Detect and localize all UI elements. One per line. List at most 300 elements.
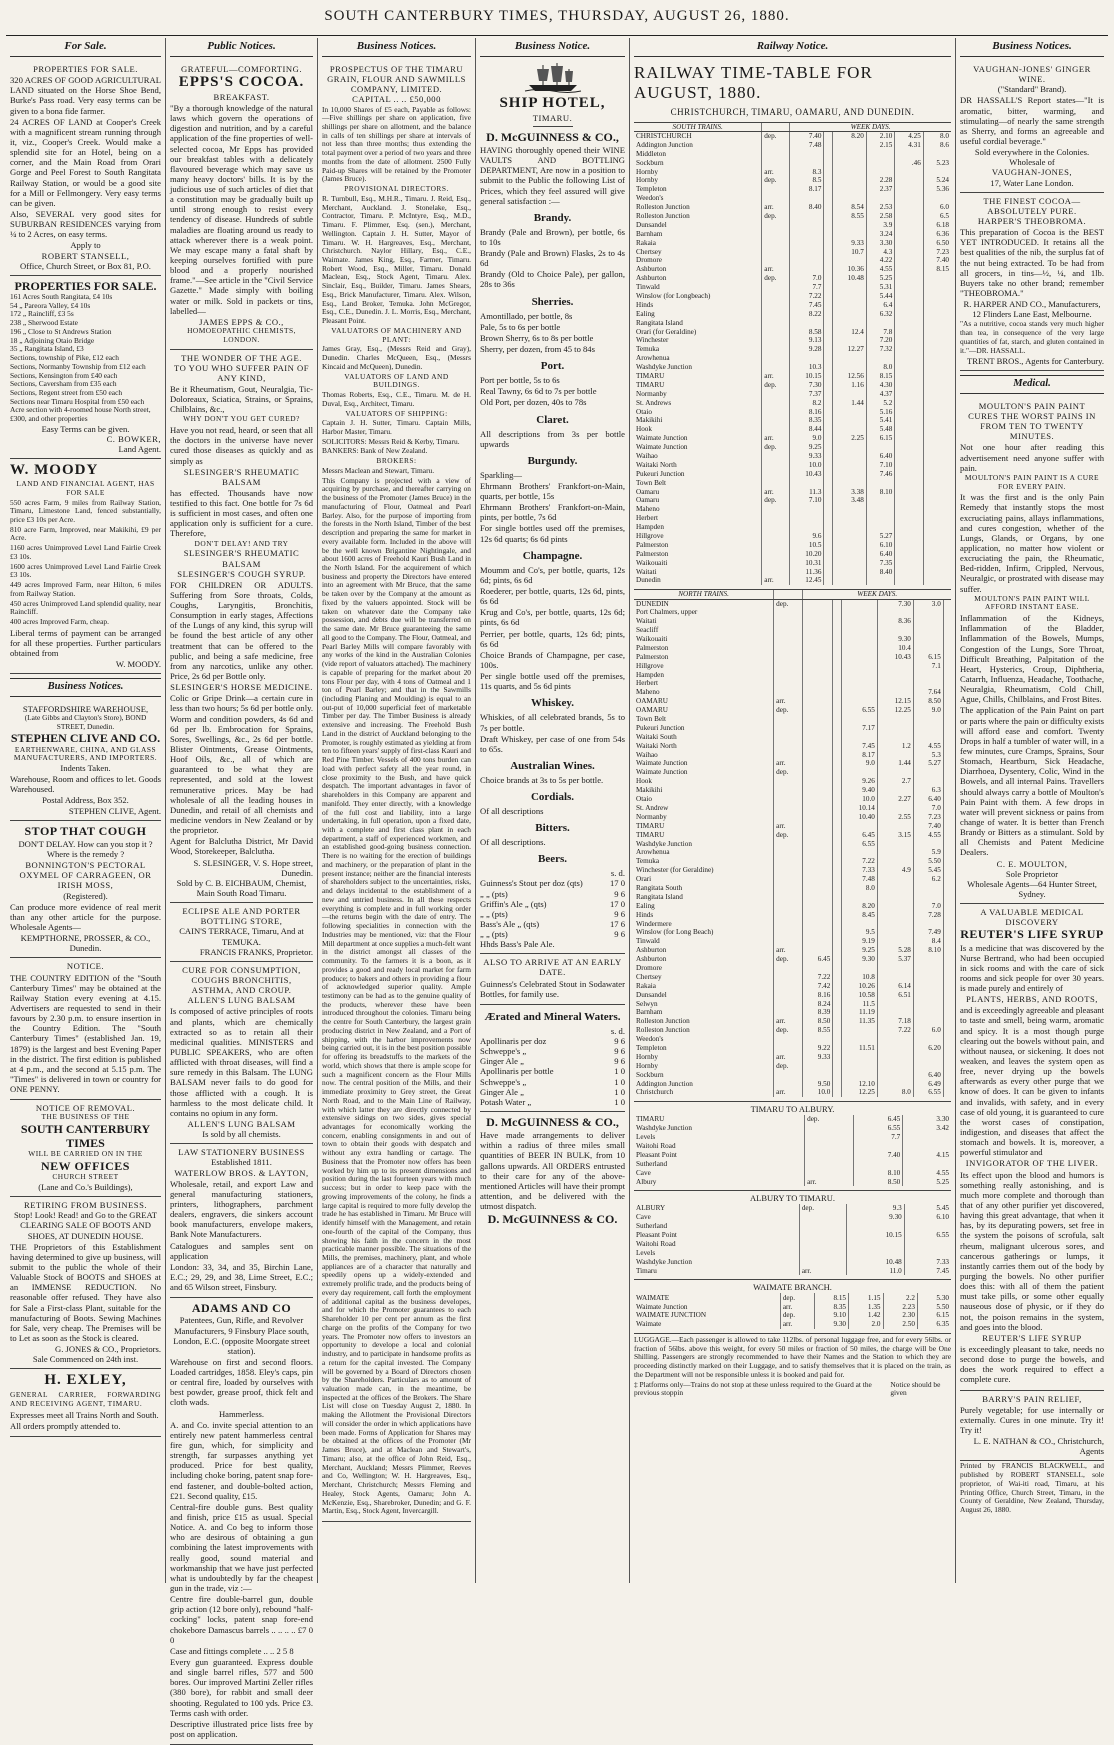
train-time: 3.30 (903, 1115, 951, 1124)
ad-text: Expresses meet all Trains North and South. (10, 1409, 159, 1420)
arr-dep (774, 999, 803, 1008)
train-time: 4.55 (903, 1168, 951, 1177)
price-value: 9 6 (614, 929, 625, 940)
ad-text: THE BUSINESS OF THE (41, 1112, 130, 1122)
price-line: Old Port, per dozen, 40s to 78s (480, 397, 587, 408)
train-time: 7.22 (841, 857, 877, 866)
train-time: 9.30 (877, 635, 913, 644)
train-time (803, 608, 833, 617)
train-time (866, 158, 894, 167)
timaru-albury-table (634, 1115, 951, 1186)
train-time: 10.58 (841, 990, 877, 999)
station-name: St. Andrews (636, 398, 672, 407)
timetable-row (634, 955, 951, 964)
train-time: 7.0 (913, 804, 943, 813)
arr-dep (774, 661, 803, 670)
train-time (833, 706, 842, 715)
train-time (895, 452, 923, 461)
train-time: 5.50 (917, 1302, 951, 1311)
ad-waterlow (170, 1144, 313, 1298)
price-item: „ „ (pts) (480, 908, 508, 919)
train-time (943, 617, 951, 626)
train-time: 3.0 (913, 599, 943, 608)
train-time (943, 1088, 951, 1097)
arr-dep: arr. (762, 203, 790, 212)
train-time (824, 434, 832, 443)
train-time (895, 185, 923, 194)
station-name: Hornby (636, 176, 658, 185)
price-row (480, 889, 625, 899)
train-time (923, 318, 951, 327)
train-time (841, 1062, 877, 1071)
train-time: 8.6 (923, 141, 951, 150)
train-time (866, 167, 894, 176)
train-time (803, 644, 833, 653)
train-time: 4.30 (866, 381, 894, 390)
station-name: Orari (for Geraldine) (636, 327, 697, 336)
train-time (790, 318, 824, 327)
price-row (480, 1046, 625, 1056)
train-time: 10.0 (790, 461, 824, 470)
train-time (841, 768, 877, 777)
ad-product: HARPER'S THEOBROMA. (977, 215, 1087, 226)
timetable-row (634, 398, 951, 407)
timetable-row (634, 822, 951, 831)
timetable-row (634, 830, 951, 839)
train-time: 9.10 (814, 1311, 848, 1320)
ad-text: Sold by C. B. EICHBAUM, Chemist, Main South Road Timaru. (176, 877, 307, 898)
train-time (913, 1017, 943, 1026)
train-time (803, 733, 833, 742)
arr-dep (805, 1151, 854, 1160)
hotel-name: SHIP HOTEL, (499, 94, 606, 111)
train-time (895, 416, 923, 425)
train-time (943, 955, 951, 964)
station-name: Oamaru (636, 487, 660, 496)
arr-dep (762, 532, 790, 541)
ad-advertiser: L. E. NATHAN & CO., Christchurch, Agents (973, 1436, 1104, 1457)
timetable-row (634, 866, 951, 875)
price-line: Of all descriptions (480, 806, 544, 816)
train-time (832, 390, 866, 399)
train-time (846, 1222, 904, 1231)
train-time (832, 461, 866, 470)
train-time (841, 715, 877, 724)
train-time (833, 1088, 842, 1097)
timetable-row (634, 496, 951, 505)
train-time (943, 777, 951, 786)
timetable-row (634, 230, 951, 239)
train-time (832, 318, 866, 327)
train-time (833, 964, 842, 973)
arr-dep: dep. (762, 176, 790, 185)
arr-dep (762, 541, 790, 550)
timetable-row (634, 443, 951, 452)
ad-text: WHY DON'T YOU GET CURED? (183, 414, 300, 424)
train-time (824, 487, 832, 496)
train-time: 8.58 (790, 327, 824, 336)
train-time (895, 292, 923, 301)
train-time (895, 541, 923, 550)
train-time (841, 1070, 877, 1079)
station-name: Hornby (636, 1061, 658, 1070)
train-time (833, 679, 842, 688)
ad-bowker-properties (10, 276, 161, 460)
train-time: 3.38 (832, 487, 866, 496)
train-time (923, 354, 951, 363)
ad-subhead: REUTER'S LIFE SYRUP (982, 1332, 1082, 1343)
timetable-row (634, 550, 951, 559)
ad-subhead: BROKERS: (376, 456, 417, 466)
train-time: 8.20 (832, 132, 866, 141)
timetable-row (634, 990, 951, 999)
train-time (943, 608, 951, 617)
arr-dep: arr. (774, 759, 803, 768)
train-time: 9.0 (913, 706, 943, 715)
price-line: Brown Sherry, 6s to 8s per bottle (480, 332, 594, 343)
arr-dep (805, 1142, 854, 1151)
train-time (943, 982, 951, 991)
timetable-row (634, 390, 951, 399)
train-time (877, 661, 913, 670)
train-time: 7.30 (877, 599, 913, 608)
timetable-row (634, 946, 951, 955)
ad-text: Hammerless. (218, 1408, 265, 1419)
train-time (803, 661, 833, 670)
north-trains-table (634, 589, 951, 1097)
train-time: 7.23 (913, 813, 943, 822)
train-time (833, 759, 842, 768)
train-time (877, 964, 913, 973)
train-time (923, 425, 951, 434)
ad-text: All orders promptly attended to. (10, 1420, 121, 1431)
price-line: Roederer, per bottle, quarts, 12s 6d, pints, 6s 6d (480, 585, 625, 607)
arr-dep (774, 937, 803, 946)
train-time (803, 653, 833, 662)
station-name: Waimate Junction (636, 759, 688, 768)
train-time (833, 982, 842, 991)
train-time (923, 150, 951, 159)
firm-name: D. McGUINNESS & CO., (486, 1115, 619, 1129)
train-time (923, 514, 951, 523)
train-time: 7.37 (790, 390, 824, 399)
arr-dep (774, 910, 803, 919)
train-time (943, 768, 951, 777)
train-time (832, 292, 866, 301)
train-time (824, 363, 832, 372)
ad-text: R. Turnbull, Esq., M.H.R., Timaru. J. Reid, Esq., Merchant, Auckland. J. Stonelake, Esq., Contractor, Timaru. P. McIntyre, Esq., M.D., Timaru. F. Plimmer, Esq. (sen.), Merchant, Wellington. Captain J. H. Sutter, Mayor of Timaru. W. H. Hargreaves, Esq., Merchant, Christchurch. Naylor Hillary, Esq., C.E., Waimate. James King, Esq., Farmer, Timaru. Robert Wood, Esq., Miller, Timaru. Donald Maclean, Esq., Stock Agent, Timaru. Alex. Sinclair, Esq., Builder, Timaru. James Shears, Esq., Brick Manufacturer, Timaru. Alex. Wilson, Esq., Land Broker, Temuka. John McGregor, Esq., C.E., Dunedin. J. L. Morris, Esq., Merchant, Pleasant Point. (322, 193, 471, 326)
timetable-row (634, 1115, 951, 1124)
station-name: Christchurch (636, 1088, 674, 1097)
station-name: Waitati (636, 617, 657, 626)
property-list (10, 293, 161, 424)
train-time (841, 1026, 877, 1035)
train-time: 4.55 (913, 830, 943, 839)
train-time (841, 599, 877, 608)
train-time: 8.16 (790, 407, 824, 416)
price-row (480, 1087, 625, 1097)
train-time (832, 363, 866, 372)
train-time (923, 487, 951, 496)
train-time: 3.24 (866, 230, 894, 239)
train-time: 9.50 (803, 1079, 833, 1088)
ad-address: Office, Church Street, or Box 81, P.O. (20, 260, 151, 271)
train-time: 4.31 (895, 141, 923, 150)
train-time (923, 478, 951, 487)
ad-text: Wholesale of (1009, 157, 1055, 168)
timetable-row (634, 150, 951, 159)
arr-dep (799, 1213, 846, 1222)
train-time: 8.35 (814, 1302, 848, 1311)
train-time (895, 461, 923, 470)
train-time: 7.1 (913, 661, 943, 670)
ad-text: Centre fire double-barrel gun, double grip action (12 bore only), rebound "half-cocking" locks, patent snap fore-end chokebore Damascus barrels .. .. .. .. £7 0 0 (170, 1594, 313, 1645)
ad-text: Wholesale, retail, and export Law and general manufacturing stationers, printers, lithographers, parchment dealers, engravers, die sinkers account book manufacturers, envelope makers, Bank Note Manufacturers. (170, 1178, 313, 1240)
timetable-row (634, 1142, 951, 1151)
price-value: 17 0 (609, 898, 625, 909)
price-section-heading: Champagne. (522, 549, 583, 562)
timetable-row (634, 541, 951, 550)
masthead: SOUTH CANTERBURY TIMES, THURSDAY, AUGUST 26, 1880. (6, 8, 1108, 36)
list-item: Sections, Caversham from £35 each (10, 379, 117, 389)
arrive-heading: ALSO TO ARRIVE AT AN EARLY DATE. (483, 957, 622, 978)
farm-list (10, 499, 161, 627)
train-time (877, 715, 913, 724)
station-name: Templeton (636, 185, 667, 194)
price-value: 9 6 (614, 908, 625, 919)
train-time (903, 1133, 951, 1142)
train-time (943, 946, 951, 955)
train-time: 8.17 (841, 750, 877, 759)
ad-epps-cocoa (170, 61, 313, 350)
station-name: Waitaki North (636, 460, 677, 469)
station-name: Addington Junction (636, 140, 693, 149)
south-trains-table (634, 122, 951, 586)
train-time (923, 496, 951, 505)
train-time: 8.50 (803, 1017, 833, 1026)
arr-dep (774, 964, 803, 973)
price-item: Guinness's Stout per doz (qts) (480, 878, 583, 889)
ad-title: GRATEFUL—COMFORTING. (181, 63, 302, 74)
station-name: Albury (636, 1177, 657, 1186)
arrive-text: Guinness's Celebrated Stout in Sodawater Bottles, for family use. (480, 978, 625, 999)
timetable-row (634, 310, 951, 319)
train-time: 8.16 (803, 990, 833, 999)
train-time: 7.0 (913, 902, 943, 911)
arr-dep (762, 336, 790, 345)
ad-title: VAUGHAN-JONES' GINGER WINE. (973, 63, 1091, 85)
arr-dep (774, 608, 803, 617)
train-time: 2.37 (866, 185, 894, 194)
ad-text: DON'T DELAY! AND TRY (194, 538, 289, 548)
ad-text: Purely vegetable; for use internally or externally. Cures in one minute. Try it! Try it! (960, 1404, 1104, 1435)
train-time (832, 452, 866, 461)
train-time: 4.9 (877, 866, 913, 875)
train-time (833, 750, 842, 759)
train-time: 4.55 (913, 742, 943, 751)
arr-dep (762, 221, 790, 230)
train-time: 9.30 (814, 1320, 848, 1329)
train-time (824, 505, 832, 514)
train-time: 6.5 (923, 212, 951, 221)
ad-role: Sole Proprietor (1005, 868, 1059, 879)
ad-text: is exceedingly pleasant to take, needs no second dose to purge the bowels, and does the work required to effect a complete cure. (960, 1343, 1104, 1385)
arr-dep (762, 550, 790, 559)
train-time (790, 212, 824, 221)
train-time (824, 132, 832, 141)
train-time: 10.20 (790, 550, 824, 559)
train-time (895, 167, 923, 176)
train-time (824, 185, 832, 194)
timetable-row (634, 635, 951, 644)
price-row (480, 1066, 625, 1076)
train-time: 8.40 (866, 567, 894, 576)
ad-text: Warehouse on first and second floors. Loaded cartridges, 1858. Eley's caps, pin or central fire, loaded by ourselves with best powder, grease proof, thick felt and cloth wads. (170, 1356, 313, 1408)
train-time: 10.4 (877, 644, 913, 653)
ad-barrys (960, 1391, 1104, 1462)
train-time (923, 541, 951, 550)
train-time: 7.18 (877, 1017, 913, 1026)
train-time (824, 407, 832, 416)
price-item: Schweppe's „ (480, 1046, 527, 1057)
train-time: .46 (895, 158, 923, 167)
station-name: Winchester (for Geraldine) (636, 866, 714, 875)
beers-note: Hhds Bass's Pale Ale. (480, 939, 555, 950)
ad-text: Its effect upon the blood and humors is something really astonishing, and is much more complete and thorough than that of any other purifier yet discovered, having this great advantage, that when it has, by its depurating powers, set free in the system the poisons of scrofula, salt rheum, malignant ulcerous sores, and cancerous gatherings or lumps, it instantly carries them out of the body by purging the bowels. No other purifier does this: with all of them the patient must take pills, or some other equally nauseous dose of physic, or if they do not, the poison remains in the system, and goes into the blood. (960, 1169, 1104, 1332)
beers-list (480, 878, 625, 939)
arr-dep (774, 982, 803, 991)
price-line: Moumm and Co's, per bottle, quarts, 12s 6d; pints, 6s 6d (480, 564, 625, 585)
train-time (803, 706, 833, 715)
arr-dep (762, 256, 790, 265)
station-name: Pukeuri Junction (636, 469, 685, 478)
train-time (803, 795, 833, 804)
train-time (833, 822, 842, 831)
train-time (943, 839, 951, 848)
train-time (833, 813, 842, 822)
train-time (877, 1062, 913, 1071)
timetable-row (634, 470, 951, 479)
ad-text: Captain J. H. Sutter, Timaru. Captain Mills, Harbor Master, Timaru. (322, 418, 471, 436)
train-time (833, 608, 842, 617)
train-time: 10.8 (841, 973, 877, 982)
train-time: 1.35 (849, 1302, 883, 1311)
ad-retiring (10, 1197, 161, 1369)
train-time (943, 635, 951, 644)
price-item: Schweppe's „ (480, 1076, 527, 1087)
timetable-row (634, 158, 951, 167)
train-time (841, 670, 877, 679)
train-time (832, 532, 866, 541)
train-time (895, 434, 923, 443)
station-name: Selwyn (636, 999, 658, 1008)
train-time (943, 661, 951, 670)
train-time: 2.7 (877, 777, 913, 786)
train-time: 5.27 (913, 759, 943, 768)
arr-dep (762, 478, 790, 487)
arr-dep (805, 1168, 854, 1177)
train-time (833, 937, 842, 946)
list-item: 450 acres Unimproved Land splendid quality, near Raincliff. (10, 598, 161, 617)
timetable-row (634, 381, 951, 390)
timetable-subtitle: CHRISTCHURCH, TIMARU, OAMARU, AND DUNEDIN. (670, 107, 915, 118)
train-time (877, 973, 913, 982)
ad-moulton (960, 398, 1104, 904)
arr-dep (762, 363, 790, 372)
train-time: 11.51 (841, 1044, 877, 1053)
price-row (480, 1097, 625, 1107)
ad-role: HOMOEOPATHIC CHEMISTS, LONDON. (187, 326, 296, 344)
train-time (923, 194, 951, 203)
timetable-row (634, 1044, 951, 1053)
ad-text: 24 ACRES OF LAND at Cooper's Creek with a magnificent stream running through it, viz., Cooper's Creek. Would make a splendid site for an Hotel, being on a corner, and the Main Road from Orari Gorge and Peel Forest to South Rangitata Railway Station, or would be a good site for a Mill or Fellmongery. Very easy terms can be given. (10, 116, 161, 208)
station-name: Town Belt (636, 478, 667, 487)
ad-subtitle: Patentees, Gun, Rifle, and Revolver Manufacturers, 9 Finsbury Place south, London, E.C. (opposite Moorgate street station). (173, 1315, 310, 1356)
arr-dep: dep. (762, 381, 790, 390)
train-time: 9.5 (841, 928, 877, 937)
train-time: 6.3 (913, 786, 943, 795)
price-section-heading: Port. (540, 360, 565, 373)
ad-title: PROPERTIES FOR SALE. (33, 63, 138, 74)
station-name: Arowhenua (636, 354, 670, 363)
train-time: 2.50 (883, 1320, 917, 1329)
train-time: 12.45 (790, 576, 824, 585)
train-time (866, 523, 894, 532)
train-time (803, 964, 833, 973)
train-time (803, 786, 833, 795)
timetable-row (634, 292, 951, 301)
price-line: Krug and Co's, per bottle, quarts, 12s 6d; pints, 6s 6d (480, 607, 625, 628)
price-item: „ „ (pts) (480, 929, 508, 940)
timetable-row (634, 1079, 951, 1088)
train-time: 5.45 (913, 866, 943, 875)
arr-dep: arr. (762, 576, 790, 585)
train-time: 7.10 (866, 461, 894, 470)
station-name: ALBURY (636, 1204, 666, 1213)
aerated-list (480, 1036, 625, 1107)
train-time (895, 150, 923, 159)
timetable-row (634, 301, 951, 310)
train-time: 7.33 (904, 1258, 951, 1267)
train-time (877, 1079, 913, 1088)
train-time: 9.3 (846, 1204, 904, 1213)
station-name: Sutherland (636, 1222, 668, 1231)
train-time (943, 644, 951, 653)
train-time (923, 283, 951, 292)
arr-dep (774, 875, 803, 884)
column-for-sale (6, 38, 166, 1583)
arr-dep (762, 559, 790, 568)
timetable-row (634, 1231, 951, 1240)
station-name: Hampden (636, 523, 664, 532)
train-time: 2.30 (883, 1311, 917, 1320)
train-time (877, 1070, 913, 1079)
train-time: 5.45 (904, 1204, 951, 1213)
timetable-row (634, 283, 951, 292)
station-name: Hook (636, 425, 652, 434)
station-name: Dromore (636, 256, 662, 265)
train-time (833, 644, 842, 653)
train-time (824, 398, 832, 407)
train-time (877, 839, 913, 848)
train-time (832, 194, 866, 203)
train-time: 7.49 (913, 928, 943, 937)
train-time (832, 256, 866, 265)
train-time (833, 928, 842, 937)
timetable-row (634, 185, 951, 194)
arr-dep: dep. (780, 1311, 814, 1320)
station-name: TIMARU (636, 821, 665, 830)
